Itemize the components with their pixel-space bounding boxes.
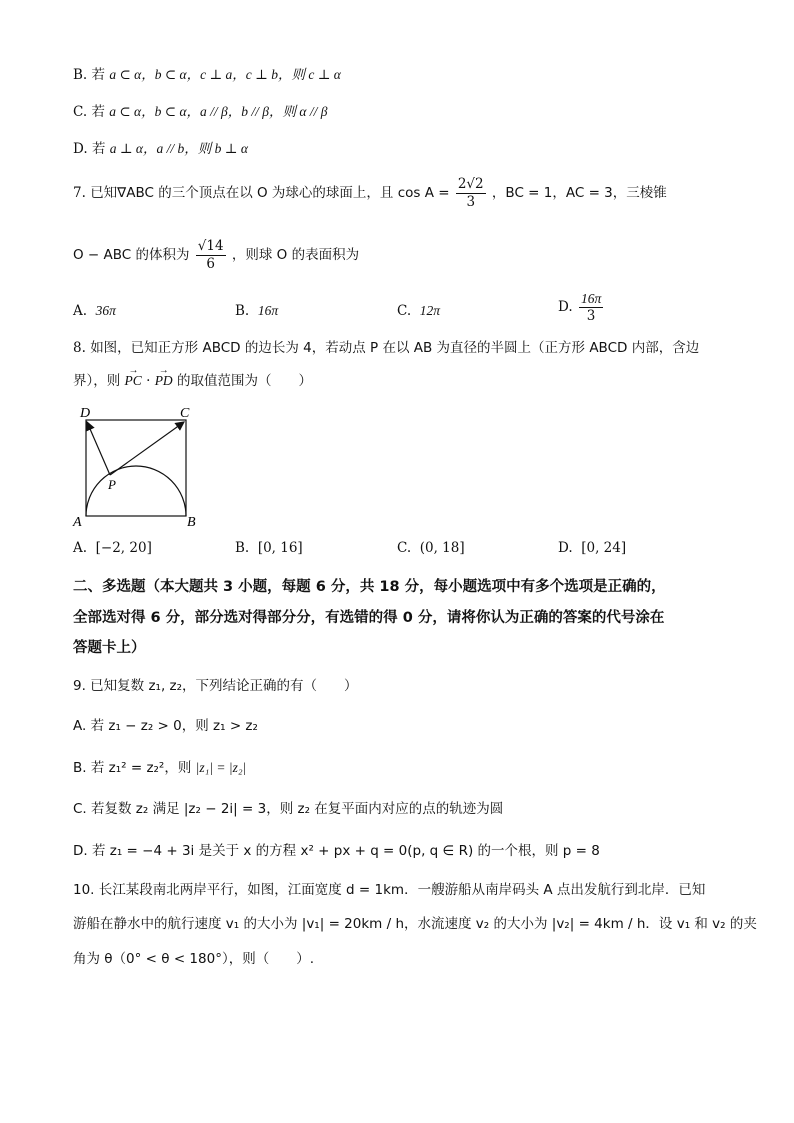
option-label: D. [558, 540, 573, 556]
option-prefix: B. 若 z₁² = z₂²，则 [73, 760, 196, 776]
option-text: a ⊂ α，b ⊂ α，c ⊥ a，c ⊥ b，则 c ⊥ α [109, 67, 341, 82]
fraction-numerator: √14 [197, 238, 224, 254]
option-label: B. [73, 67, 88, 83]
q9-option-c: C. 若复数 z₂ 满足 |z₂ − 2i| = 3，则 z₂ 在复平面内对应的点的轨迹为圆 [73, 801, 504, 817]
option-prefix: 若 [91, 67, 106, 83]
q7-stem-line2 [73, 238, 359, 273]
q6-option-b [73, 65, 341, 85]
q6-option-d [73, 139, 248, 159]
q7-text3: O − ABC 的体积为 [73, 247, 190, 263]
q9-stem: 9. 已知复数 z₁, z₂，下列结论正确的有（ ） [73, 678, 358, 694]
q7-option-c [397, 301, 440, 321]
option-label: B. [235, 540, 250, 556]
q9-option-d: D. 若 z₁ = −4 + 3i 是关于 x 的方程 x² + px + q = 0(p, q ∈ R) 的一个根，则 p = 8 [73, 843, 600, 859]
option-label: D. [558, 299, 573, 315]
fraction-numerator: 16π [580, 291, 602, 306]
q8-option-c [397, 538, 465, 558]
q7-text2: ，BC = 1，AC = 3，三棱锥 [491, 185, 667, 201]
option-value: 36π [95, 303, 116, 318]
option-value: 12π [419, 303, 440, 318]
q10-line1: 10. 长江某段南北两岸平行，如图，江面宽度 d = 1km．一艘游船从南岸码头 A 点出发航行到北岸．已知 [73, 882, 706, 898]
option-value: 16π [257, 303, 279, 318]
q8-text2b: 的取值范围为（ ） [172, 373, 312, 389]
option-value: [0, 16] [257, 540, 303, 556]
option-text: a ⊂ α，b ⊂ α，a // β，b // β，则 α // β [109, 104, 328, 119]
q8-option-b [235, 538, 303, 558]
option-prefix: 若 [91, 104, 105, 120]
option-label: C. [397, 303, 412, 319]
q7-text4: ，则球 O 的表面积为 [231, 247, 360, 263]
q6-option-c [73, 102, 327, 122]
question-number: 7. [73, 185, 86, 201]
q8-option-d [558, 538, 626, 558]
fraction-denominator: 3 [586, 308, 596, 324]
label-d: D [80, 406, 91, 421]
q8-stem-line2 [73, 371, 312, 391]
label-p: P [108, 477, 116, 492]
q8-text1: 如图，已知正方形 ABCD 的边长为 4，若动点 P 在以 AB 为直径的半圆上（正方形 ABCD 内部，含边 [90, 340, 700, 356]
option-label: B. [235, 303, 250, 319]
option-label: A. [73, 303, 88, 319]
section2-header-line1: 二、多选题（本大题共 3 小题，每题 6 分，共 18 分，每小题选项中有多个选项是正确的， [73, 579, 666, 595]
q10-line3: 角为 θ（0° < θ < 180°），则（ ）. [73, 951, 314, 967]
section2-header-line3: 答题卡上） [73, 640, 146, 656]
fraction-denominator: 6 [206, 256, 215, 272]
question-number: 8. [73, 340, 86, 356]
option-label: C. [73, 104, 88, 120]
option-value: [−2, 20] [95, 540, 152, 556]
label-c: C [180, 406, 190, 421]
vector-pd-arrow [87, 422, 110, 475]
vector-pd: → PD [155, 371, 173, 391]
q7-option-d [558, 290, 605, 325]
q8-text2a: 界），则 [73, 373, 125, 389]
q9-option-b [73, 758, 246, 778]
vector-pc: → PC [125, 371, 142, 391]
option-value: |z₁| = |z₂| [195, 760, 247, 775]
label-b: B [187, 515, 196, 530]
label-a: A [73, 515, 82, 530]
fraction-numerator: 2√2 [457, 176, 484, 192]
option-prefix: 若 [91, 141, 106, 157]
q10-line2: 游船在静水中的航行速度 v₁ 的大小为 |v₁| = 20km / h，水流速度 v₂ 的大小为 |v₂| = 4km / h．设 v₁ 和 v₂ 的夹 [73, 916, 757, 932]
q7-option-a [73, 301, 116, 321]
q7-text1: 已知∇ABC 的三个顶点在以 O 为球心的球面上，且 cos A = [90, 185, 450, 201]
q8-stem-line1 [73, 338, 699, 358]
q9-option-a: A. 若 z₁ − z₂ > 0，则 z₁ > z₂ [73, 718, 258, 734]
option-fraction [579, 290, 603, 325]
square-abcd [86, 420, 186, 516]
square-semicircle-figure [70, 402, 205, 530]
option-label: A. [73, 540, 88, 556]
section2-header-line2: 全部选对得 6 分，部分选对得部分分，有选错的得 0 分，请将你认为正确的答案的代号涂在 [73, 610, 665, 626]
q8-option-a [73, 538, 152, 558]
q7-stem-line1 [73, 176, 667, 211]
option-label: D. [73, 141, 88, 157]
cos-fraction [456, 176, 486, 211]
volume-fraction [196, 238, 226, 273]
dot-operator: · [141, 373, 155, 389]
q7-option-b [235, 301, 278, 321]
semicircle-ab [86, 466, 186, 516]
option-label: C. [397, 540, 412, 556]
fraction-denominator: 3 [466, 194, 476, 210]
option-value: [0, 24] [581, 540, 627, 556]
option-value: (0, 18] [419, 540, 465, 556]
option-text: a ⊥ α，a // b，则 b ⊥ α [109, 141, 248, 156]
